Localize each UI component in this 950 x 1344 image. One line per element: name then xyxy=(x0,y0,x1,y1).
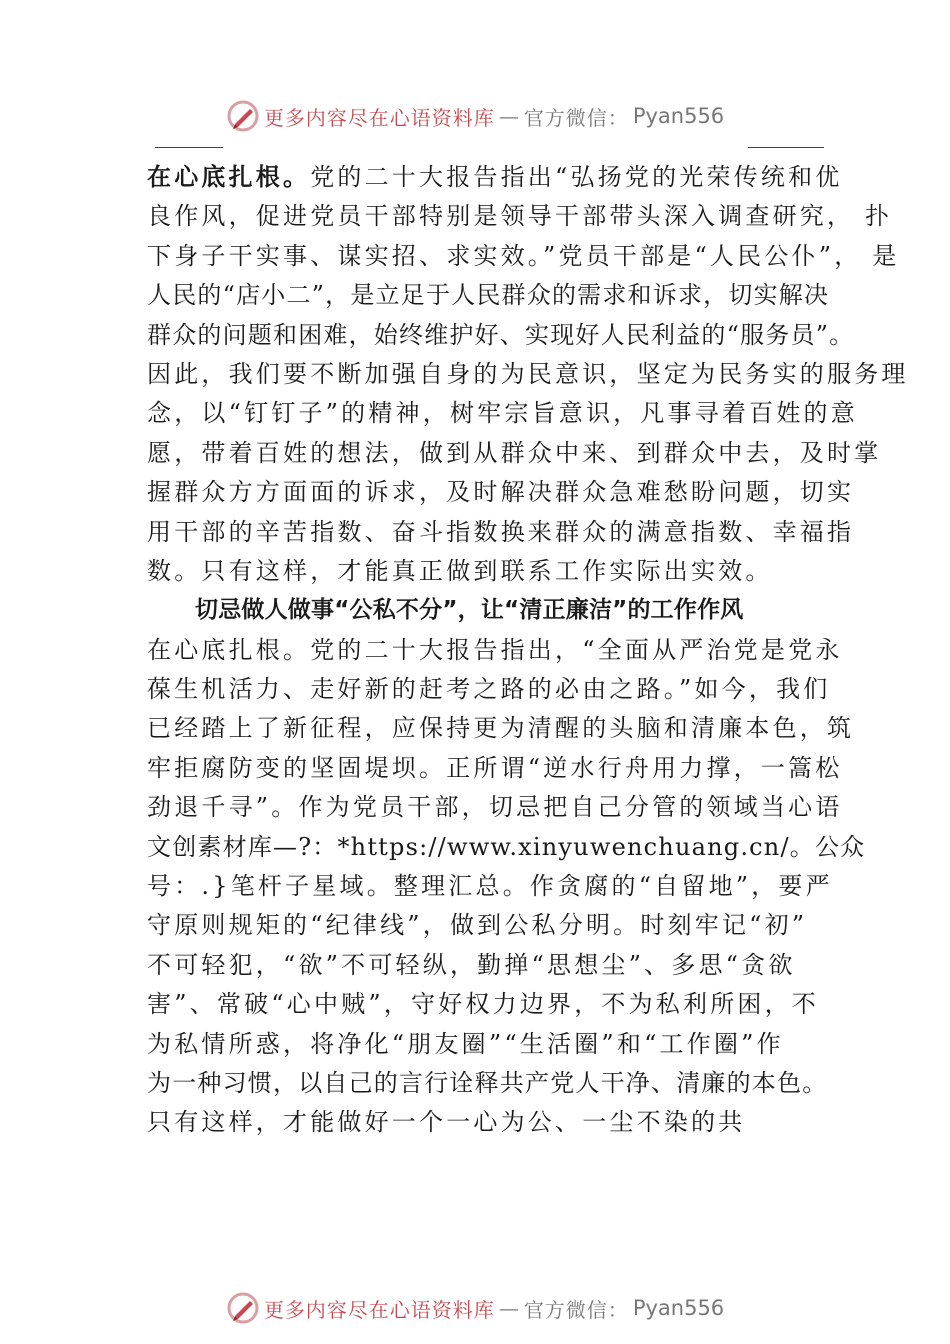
bold-lead-text: 在心底扎根。 xyxy=(147,163,311,191)
section-heading: 切忌做人做事“公私不分”，让“清正廉洁”的工作作风 xyxy=(195,597,744,624)
paragraph-line: 因此，我们要不断加强自身的为民意识，坚定为民务实的服务理 xyxy=(147,359,909,388)
paragraph-line: 愿，带着百姓的想法，做到从群众中来、到群众中去，及时掌 xyxy=(147,438,882,467)
watermark-dash: — xyxy=(498,1296,520,1320)
pen-logo-icon xyxy=(226,1291,260,1325)
paragraph-line: 人民的“店小二”，是立足于人民群众的需求和诉求，切实解决 xyxy=(147,281,830,310)
paragraph-line: 已经踏上了新征程，应保持更为清醒的头脑和清廉本色，筑 xyxy=(147,714,855,743)
paragraph-line: 念，以“钉钉子”的精神，树牢宗旨意识，凡事寻着百姓的意 xyxy=(147,399,858,428)
document-body xyxy=(147,158,909,1143)
watermark-wechat-label: 官方微信： xyxy=(523,105,629,130)
paragraph-line: 为一种习惯，以自己的言行诠释共产党人干净、清廉的本色。 xyxy=(147,1068,828,1097)
watermark-brand: 更多内容尽在心语资料库 xyxy=(263,1297,495,1322)
watermark-wechat-label: 官方微信： xyxy=(523,1297,629,1322)
paragraph-line: 下身子干实事、谋实招、求实效。”党员干部是“人民公仆”， 是 xyxy=(147,241,900,270)
paragraph-line: 劲退千寻”。作为党员干部，切忌把自己分管的领域当心语 xyxy=(147,793,843,822)
paragraph-line: 在心底扎根。党的二十大报告指出“弘扬党的光荣传统和优 xyxy=(147,163,843,191)
header-rule-right xyxy=(748,147,824,148)
paragraph-line: 不可轻犯，“欲”不可轻纵，勤掸“思想尘”、多思“贪欲 xyxy=(147,950,796,979)
watermark-brand: 更多内容尽在心语资料库 xyxy=(263,105,495,130)
paragraph-line: 良作风，促进党员干部特别是领导干部带头深入调查研究， 扑 xyxy=(147,202,893,231)
paragraph-line: 号：.}笔杆子星域。整理汇总。作贪腐的“自留地”，要严 xyxy=(147,872,833,901)
pen-logo-icon xyxy=(226,99,260,133)
watermark-wechat-id: Pyan556 xyxy=(632,1296,725,1320)
watermark-dash: — xyxy=(498,104,520,128)
paragraph-line: 握群众方方面面的诉求，及时解决群众急难愁盼问题，切实 xyxy=(147,478,855,507)
paragraph-line: 只有这样，才能做好一个一心为公、一尘不染的共 xyxy=(147,1108,746,1137)
paragraph-line: 数。只有这样，才能真正做到联系工作实际出实效。 xyxy=(147,556,773,585)
header-watermark xyxy=(0,96,950,136)
paragraph-line: 用干部的辛苦指数、奋斗指数换来群众的满意指数、幸福指 xyxy=(147,517,855,546)
paragraph-line: 群众的问题和困难，始终维护好、实现好人民利益的“服务员”。 xyxy=(147,320,855,349)
paragraph-line: 为私情所惑，将净化“朋友圈”“生活圈”和“工作圈”作 xyxy=(147,1029,784,1058)
watermark-wechat-id: Pyan556 xyxy=(632,104,725,128)
paragraph-line: 在心底扎根。党的二十大报告指出，“全面从严治党是党永 xyxy=(147,635,843,664)
paragraph-line: 守原则规矩的“纪律线”，做到公私分明。时刻牢记“初” xyxy=(147,911,808,940)
paragraph-line: 文创素材库—?：*https://www.xinyuwenchuang.cn/。公众 xyxy=(147,832,866,861)
paragraph-line: 牢拒腐防变的坚固堤坝。正所谓“逆水行舟用力撑，一篙松 xyxy=(147,753,843,782)
header-rule-left xyxy=(155,147,223,148)
paragraph-line: 害”、常破“心中贼”，守好权力边界，不为私利所困，不 xyxy=(147,990,820,1019)
footer-watermark xyxy=(0,1288,950,1328)
paragraph-line: 葆生机活力、走好新的赶考之路的必由之路。”如今，我们 xyxy=(147,675,831,704)
